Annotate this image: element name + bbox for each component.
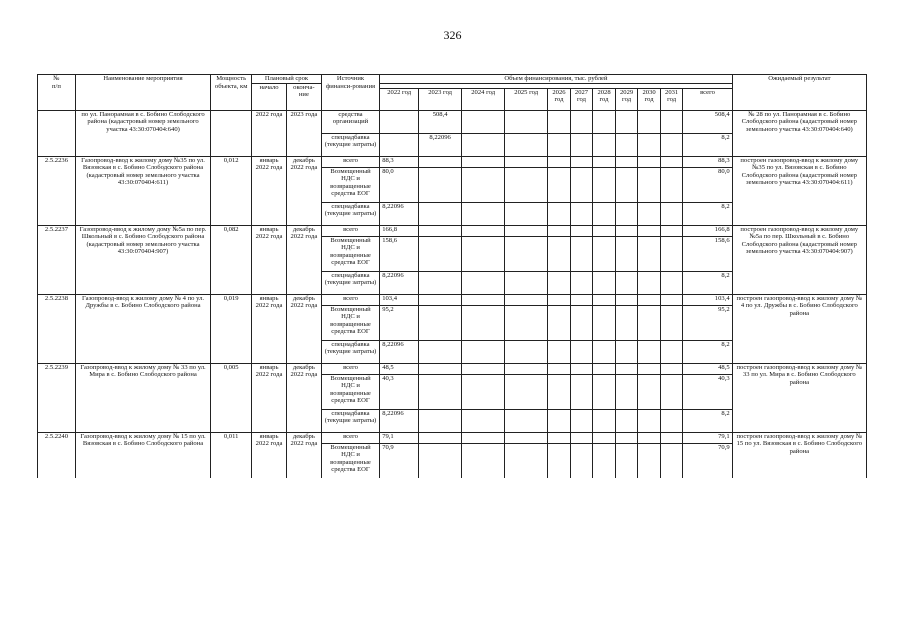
capacity-value: 0,005 (211, 363, 252, 432)
header-num: № п/п (38, 75, 76, 111)
value-empty (638, 167, 661, 202)
value-empty (593, 225, 616, 236)
header-name: Наименование мероприятия (75, 75, 210, 111)
header-year: 2030 год (638, 88, 661, 110)
value-empty (505, 432, 548, 443)
header-period-end: оконча-ние (286, 83, 321, 110)
header-year: 2028 год (593, 88, 616, 110)
value-empty (570, 271, 593, 294)
value-empty (660, 167, 683, 202)
header-source: Источник финанси-рования (321, 75, 379, 111)
value-empty (505, 202, 548, 225)
value-empty (593, 271, 616, 294)
header-year: 2031 год (660, 88, 683, 110)
value-empty (462, 432, 505, 443)
activity-name: Газопровод-ввод к жилому дому № 15 по ул. Вязовская в с. Бобино Слободского района (75, 432, 210, 478)
value-empty (660, 340, 683, 363)
source-label: всего (321, 294, 379, 305)
activity-name: Газопровод-ввод к жилому дому №35 по ул. Вязовская в с. Бобино Слободского района (кадастровый номер земельного участка 43:30:070404:611) (75, 156, 210, 225)
value-empty (660, 443, 683, 478)
header-year: 2025 год (505, 88, 548, 110)
source-label: спецнадбавка (текущие затраты) (321, 340, 379, 363)
value-empty (638, 305, 661, 340)
value-empty (570, 294, 593, 305)
value-empty (570, 133, 593, 156)
value-2023: 508,4 (419, 110, 462, 133)
period-end: декабрь 2022 года (286, 363, 321, 432)
period-end: декабрь 2022 года (286, 294, 321, 363)
period-start: январь 2022 года (252, 363, 287, 432)
value-empty (462, 236, 505, 271)
value-2022 (380, 133, 419, 156)
value-empty (593, 110, 616, 133)
table-row (38, 156, 867, 167)
value-total: 79,1 (683, 432, 732, 443)
value-empty (638, 340, 661, 363)
table-row (38, 110, 867, 133)
value-empty (505, 156, 548, 167)
value-empty (570, 363, 593, 374)
source-label: всего (321, 225, 379, 236)
value-2023 (419, 409, 462, 432)
value-2022: 48,5 (380, 363, 419, 374)
period-start: январь 2022 года (252, 432, 287, 478)
value-empty (615, 294, 638, 305)
value-2022: 88,3 (380, 156, 419, 167)
value-empty (505, 167, 548, 202)
value-empty (505, 271, 548, 294)
value-empty (548, 225, 571, 236)
value-2023 (419, 305, 462, 340)
expected-result: построен газопровод-ввод к жилому дому №35 по ул. Вязовская в с. Бобино Слободского района (кадастровый номер земельного участка 43:30:070404:611) (732, 156, 866, 225)
value-empty (548, 432, 571, 443)
source-label: средства организаций (321, 110, 379, 133)
value-empty (660, 432, 683, 443)
value-empty (462, 305, 505, 340)
value-empty (593, 305, 616, 340)
source-label: Возмещенный НДС и возвращенные средства ЕОГ (321, 236, 379, 271)
value-empty (593, 409, 616, 432)
value-empty (548, 110, 571, 133)
row-number: 2.5.2237 (38, 225, 76, 294)
value-2022: 8,22096 (380, 271, 419, 294)
value-empty (593, 443, 616, 478)
value-empty (638, 133, 661, 156)
value-empty (593, 236, 616, 271)
value-empty (570, 340, 593, 363)
expected-result: № 28 по ул. Панорамная в с. Бобино Слободского района (кадастровый номер земельного участка 43:30:070404:640) (732, 110, 866, 156)
value-total: 508,4 (683, 110, 732, 133)
value-empty (593, 133, 616, 156)
value-empty (615, 432, 638, 443)
source-label: всего (321, 156, 379, 167)
header-year: 2026 год (548, 88, 571, 110)
capacity-value: 0,012 (211, 156, 252, 225)
row-number: 2.5.2239 (38, 363, 76, 432)
value-empty (615, 271, 638, 294)
value-empty (548, 340, 571, 363)
source-label: спецнадбавка (текущие затраты) (321, 271, 379, 294)
value-empty (638, 271, 661, 294)
value-empty (462, 443, 505, 478)
source-label: всего (321, 363, 379, 374)
source-label: всего (321, 432, 379, 443)
value-empty (593, 432, 616, 443)
value-empty (548, 133, 571, 156)
value-empty (462, 225, 505, 236)
value-empty (593, 363, 616, 374)
value-empty (593, 167, 616, 202)
value-total: 8,2 (683, 340, 732, 363)
value-total: 8,2 (683, 409, 732, 432)
value-empty (615, 340, 638, 363)
value-empty (548, 202, 571, 225)
value-empty (548, 156, 571, 167)
value-empty (638, 363, 661, 374)
value-empty (593, 294, 616, 305)
value-2022: 103,4 (380, 294, 419, 305)
header-year: 2027 год (570, 88, 593, 110)
value-empty (615, 133, 638, 156)
value-empty (593, 374, 616, 409)
value-2023 (419, 271, 462, 294)
value-2022: 158,6 (380, 236, 419, 271)
value-2023 (419, 202, 462, 225)
value-empty (615, 363, 638, 374)
value-2023 (419, 443, 462, 478)
value-2023 (419, 363, 462, 374)
value-empty (570, 432, 593, 443)
value-empty (660, 363, 683, 374)
row-number: 2.5.2238 (38, 294, 76, 363)
value-empty (593, 340, 616, 363)
period-end: декабрь 2022 года (286, 432, 321, 478)
value-empty (505, 443, 548, 478)
value-empty (660, 202, 683, 225)
value-empty (638, 443, 661, 478)
capacity-value: 0,011 (211, 432, 252, 478)
value-empty (593, 156, 616, 167)
value-2022: 166,8 (380, 225, 419, 236)
value-empty (548, 363, 571, 374)
value-empty (638, 156, 661, 167)
period-start: январь 2022 года (252, 294, 287, 363)
value-empty (570, 167, 593, 202)
value-2022: 40,3 (380, 374, 419, 409)
value-empty (505, 294, 548, 305)
period-end: 2023 года (286, 110, 321, 156)
value-2022: 8,22096 (380, 409, 419, 432)
value-2022: 70,9 (380, 443, 419, 478)
value-empty (593, 202, 616, 225)
value-empty (462, 363, 505, 374)
value-empty (505, 374, 548, 409)
value-2022: 79,1 (380, 432, 419, 443)
header-year: 2024 год (462, 88, 505, 110)
period-end: декабрь 2022 года (286, 156, 321, 225)
value-2023 (419, 374, 462, 409)
value-2022: 80,0 (380, 167, 419, 202)
value-empty (660, 305, 683, 340)
page-number: 326 (443, 28, 462, 42)
value-empty (548, 409, 571, 432)
capacity-value: 0,082 (211, 225, 252, 294)
source-label: Возмещенный НДС и возвращенные средства ЕОГ (321, 374, 379, 409)
value-empty (462, 294, 505, 305)
value-empty (570, 305, 593, 340)
value-2023 (419, 340, 462, 363)
value-2023 (419, 156, 462, 167)
value-empty (570, 374, 593, 409)
value-total: 88,3 (683, 156, 732, 167)
source-label: Возмещенный НДС и возвращенные средства ЕОГ (321, 443, 379, 478)
value-empty (660, 409, 683, 432)
value-empty (615, 443, 638, 478)
value-empty (638, 110, 661, 133)
capacity-value (211, 110, 252, 156)
value-empty (638, 409, 661, 432)
value-2023 (419, 225, 462, 236)
value-empty (548, 294, 571, 305)
source-label: спецнадбавка (текущие затраты) (321, 202, 379, 225)
row-number: 2.5.2236 (38, 156, 76, 225)
value-empty (462, 156, 505, 167)
value-empty (570, 156, 593, 167)
period-start: 2022 года (252, 110, 287, 156)
value-2023 (419, 294, 462, 305)
header-period: Плановый срок (252, 75, 322, 84)
expected-result: построен газопровод-ввод к жилому дому №5а по пер. Школьный в с. Бобино Слободского района (кадастровый номер земельного участка 43:30:070404:907) (732, 225, 866, 294)
row-number (38, 110, 76, 156)
value-2023 (419, 167, 462, 202)
value-empty (462, 133, 505, 156)
value-empty (638, 294, 661, 305)
period-start: январь 2022 года (252, 156, 287, 225)
value-empty (660, 374, 683, 409)
source-label: Возмещенный НДС и возвращенные средства ЕОГ (321, 167, 379, 202)
activity-name: Газопровод-ввод к жилому дому № 4 по ул. Дружбы в с. Бобино Слободского района (75, 294, 210, 363)
value-empty (660, 225, 683, 236)
value-2022: 8,22096 (380, 340, 419, 363)
table-row (38, 363, 867, 374)
value-total: 8,2 (683, 271, 732, 294)
header-period-start: начало (252, 83, 287, 110)
value-empty (505, 110, 548, 133)
value-empty (638, 432, 661, 443)
header-year: 2023 год (419, 88, 462, 110)
table-row (38, 294, 867, 305)
value-empty (615, 305, 638, 340)
value-total: 95,2 (683, 305, 732, 340)
value-empty (570, 202, 593, 225)
value-empty (462, 374, 505, 409)
row-number: 2.5.2240 (38, 432, 76, 478)
table-row (38, 225, 867, 236)
value-empty (548, 167, 571, 202)
value-total: 8,2 (683, 202, 732, 225)
value-empty (548, 374, 571, 409)
value-empty (505, 409, 548, 432)
value-empty (638, 202, 661, 225)
activity-name: по ул. Панорамная в с. Бобино Слободского района (кадастровый номер земельного участка 43:30:070404:640) (75, 110, 210, 156)
value-2023 (419, 432, 462, 443)
value-empty (462, 271, 505, 294)
header-year: всего (683, 88, 732, 110)
value-total: 48,5 (683, 363, 732, 374)
header-result: Ожидаемый результат (732, 75, 866, 111)
header-year: 2029 год (615, 88, 638, 110)
source-label: спецнадбавка (текущие затраты) (321, 133, 379, 156)
value-empty (505, 225, 548, 236)
activity-name: Газопровод-ввод к жилому дому № 33 по ул. Мира в с. Бобино Слободского района (75, 363, 210, 432)
expected-result: построен газопровод-ввод к жилому дому № 33 по ул. Мира в с. Бобино Слободского района (732, 363, 866, 432)
value-empty (615, 225, 638, 236)
value-empty (615, 202, 638, 225)
value-2023: 8,22096 (419, 133, 462, 156)
table-row (38, 432, 867, 443)
period-start: январь 2022 года (252, 225, 287, 294)
value-empty (462, 202, 505, 225)
value-empty (570, 110, 593, 133)
value-2022 (380, 110, 419, 133)
value-empty (660, 133, 683, 156)
value-empty (638, 225, 661, 236)
value-empty (638, 374, 661, 409)
value-empty (548, 305, 571, 340)
header-capacity: Мощность объекта, км (211, 75, 252, 111)
financing-table (37, 74, 867, 478)
header-volume: Объем финансирования, тыс. рублей (380, 75, 732, 84)
value-empty (548, 443, 571, 478)
value-total: 103,4 (683, 294, 732, 305)
expected-result: построен газопровод-ввод к жилому дому № 4 по ул. Дружбы в с. Бобино Слободского района (732, 294, 866, 363)
value-empty (615, 110, 638, 133)
value-empty (548, 271, 571, 294)
value-empty (462, 167, 505, 202)
activity-name: Газопровод-ввод к жилому дому №5а по пер. Школьный в с. Бобино Слободского района (кадастровый номер земельного участка 43:30:070404:907) (75, 225, 210, 294)
value-empty (570, 225, 593, 236)
value-total: 40,3 (683, 374, 732, 409)
period-end: декабрь 2022 года (286, 225, 321, 294)
source-label: Возмещенный НДС и возвращенные средства ЕОГ (321, 305, 379, 340)
value-empty (505, 305, 548, 340)
value-2022: 95,2 (380, 305, 419, 340)
expected-result: построен газопровод-ввод к жилому дому № 15 по ул. Вязовская в с. Бобино Слободского района (732, 432, 866, 478)
value-empty (660, 156, 683, 167)
value-empty (570, 409, 593, 432)
value-total: 8,2 (683, 133, 732, 156)
value-empty (462, 409, 505, 432)
value-empty (505, 363, 548, 374)
value-empty (615, 156, 638, 167)
value-empty (660, 294, 683, 305)
value-empty (615, 409, 638, 432)
value-total: 70,9 (683, 443, 732, 478)
value-total: 80,0 (683, 167, 732, 202)
value-empty (462, 340, 505, 363)
value-empty (615, 167, 638, 202)
header-row-top (38, 75, 867, 84)
value-empty (660, 271, 683, 294)
value-empty (615, 236, 638, 271)
value-empty (462, 110, 505, 133)
value-empty (615, 374, 638, 409)
capacity-value: 0,019 (211, 294, 252, 363)
value-2022: 8,22096 (380, 202, 419, 225)
value-empty (505, 133, 548, 156)
value-total: 158,6 (683, 236, 732, 271)
value-total: 166,8 (683, 225, 732, 236)
value-2023 (419, 236, 462, 271)
header-year: 2022 год (380, 88, 419, 110)
value-empty (570, 236, 593, 271)
value-empty (505, 236, 548, 271)
value-empty (505, 340, 548, 363)
value-empty (660, 236, 683, 271)
value-empty (660, 110, 683, 133)
value-empty (638, 236, 661, 271)
value-empty (570, 443, 593, 478)
source-label: спецнадбавка (текущие затраты) (321, 409, 379, 432)
value-empty (548, 236, 571, 271)
